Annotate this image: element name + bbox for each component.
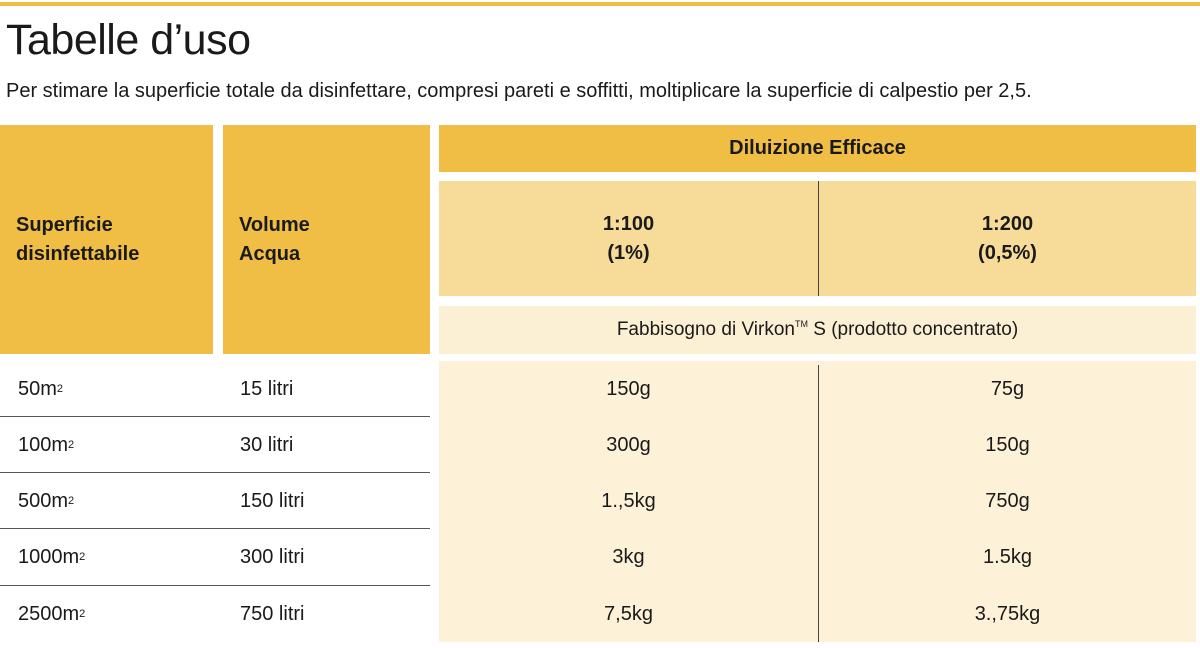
header-volume-line1: Volume: [239, 213, 310, 236]
header-dilution-1-200: [819, 181, 1196, 296]
header-volume-line2: Acqua: [239, 242, 301, 265]
page-subtitle: Per stimare la superficie totale da disinfettare, compresi pareti e soffitti, moltiplicare la superficie di calpestio per 2,5.: [6, 80, 1032, 102]
header-superficie-line1: Superficie: [16, 213, 113, 236]
header-diluizione-efficace: [439, 125, 1196, 172]
dilution-header-divider: [818, 181, 819, 296]
row-3-dose-1-200: 750g: [985, 489, 1030, 512]
row-1-area: 50m 2: [18, 377, 64, 400]
row-2-dose-1-200: 150g: [985, 433, 1030, 456]
row-5-area: 2500m 2: [18, 602, 86, 625]
dilution-percent-0-5: (0,5%): [978, 241, 1037, 264]
row-2-area-value: 100m: [18, 433, 69, 456]
header-volume-acqua: [223, 125, 430, 354]
row-2-area: 100m 2: [18, 433, 75, 456]
row-5-dose-1-200: 3.,75kg: [974, 602, 1041, 625]
row-2-dose-1-100: 300g: [606, 433, 651, 456]
header-superficie-line2: disinfettabile: [16, 242, 140, 265]
row-3-area: 500m 2: [18, 489, 75, 512]
row-4-area: 1000m 2: [18, 545, 86, 568]
row-1-dose-1-100: 150g: [606, 377, 651, 400]
row-1-area-value: 50m: [18, 377, 57, 400]
row-3-area-value: 500m: [18, 489, 69, 512]
fabbisogno-prefix: Fabbisogno di Virkon: [616, 319, 795, 340]
top-accent-rule: [0, 2, 1200, 6]
header-superficie: [0, 125, 213, 354]
fabbisogno-suffix: S (prodotto concentrato): [807, 319, 1019, 340]
row-1-water: 15 litri: [240, 377, 294, 400]
dilution-ratio-1-200: 1:200: [981, 212, 1034, 235]
header-dilution-1-100: [439, 181, 818, 296]
row-4-dose-1-200: 1.5kg: [983, 545, 1032, 568]
row-3-water: 150 litri: [240, 489, 305, 512]
row-2-water: 30 litri: [240, 433, 294, 456]
header-diluizione-label: Diluizione Efficace: [729, 137, 906, 159]
dilution-percent-1: (1%): [607, 241, 650, 264]
page-title: Tabelle d’uso: [6, 16, 251, 64]
row-5-area-value: 2500m: [18, 602, 80, 625]
row-4-area-value: 1000m: [18, 545, 80, 568]
dilution-ratio-1-100: 1:100: [602, 212, 655, 235]
trademark-mark: TM: [794, 319, 808, 329]
row-4-dose-1-100: 3kg: [612, 545, 645, 568]
row-1-dose-1-200: 75g: [990, 377, 1025, 400]
fabbisogno-label: [617, 319, 1018, 341]
row-3-dose-1-100: 1.,5kg: [601, 489, 656, 512]
row-4-water: 300 litri: [240, 545, 305, 568]
header-fabbisogno: [439, 306, 1196, 354]
row-5-dose-1-100: 7,5kg: [604, 602, 653, 625]
row-5-water: 750 litri: [240, 602, 305, 625]
